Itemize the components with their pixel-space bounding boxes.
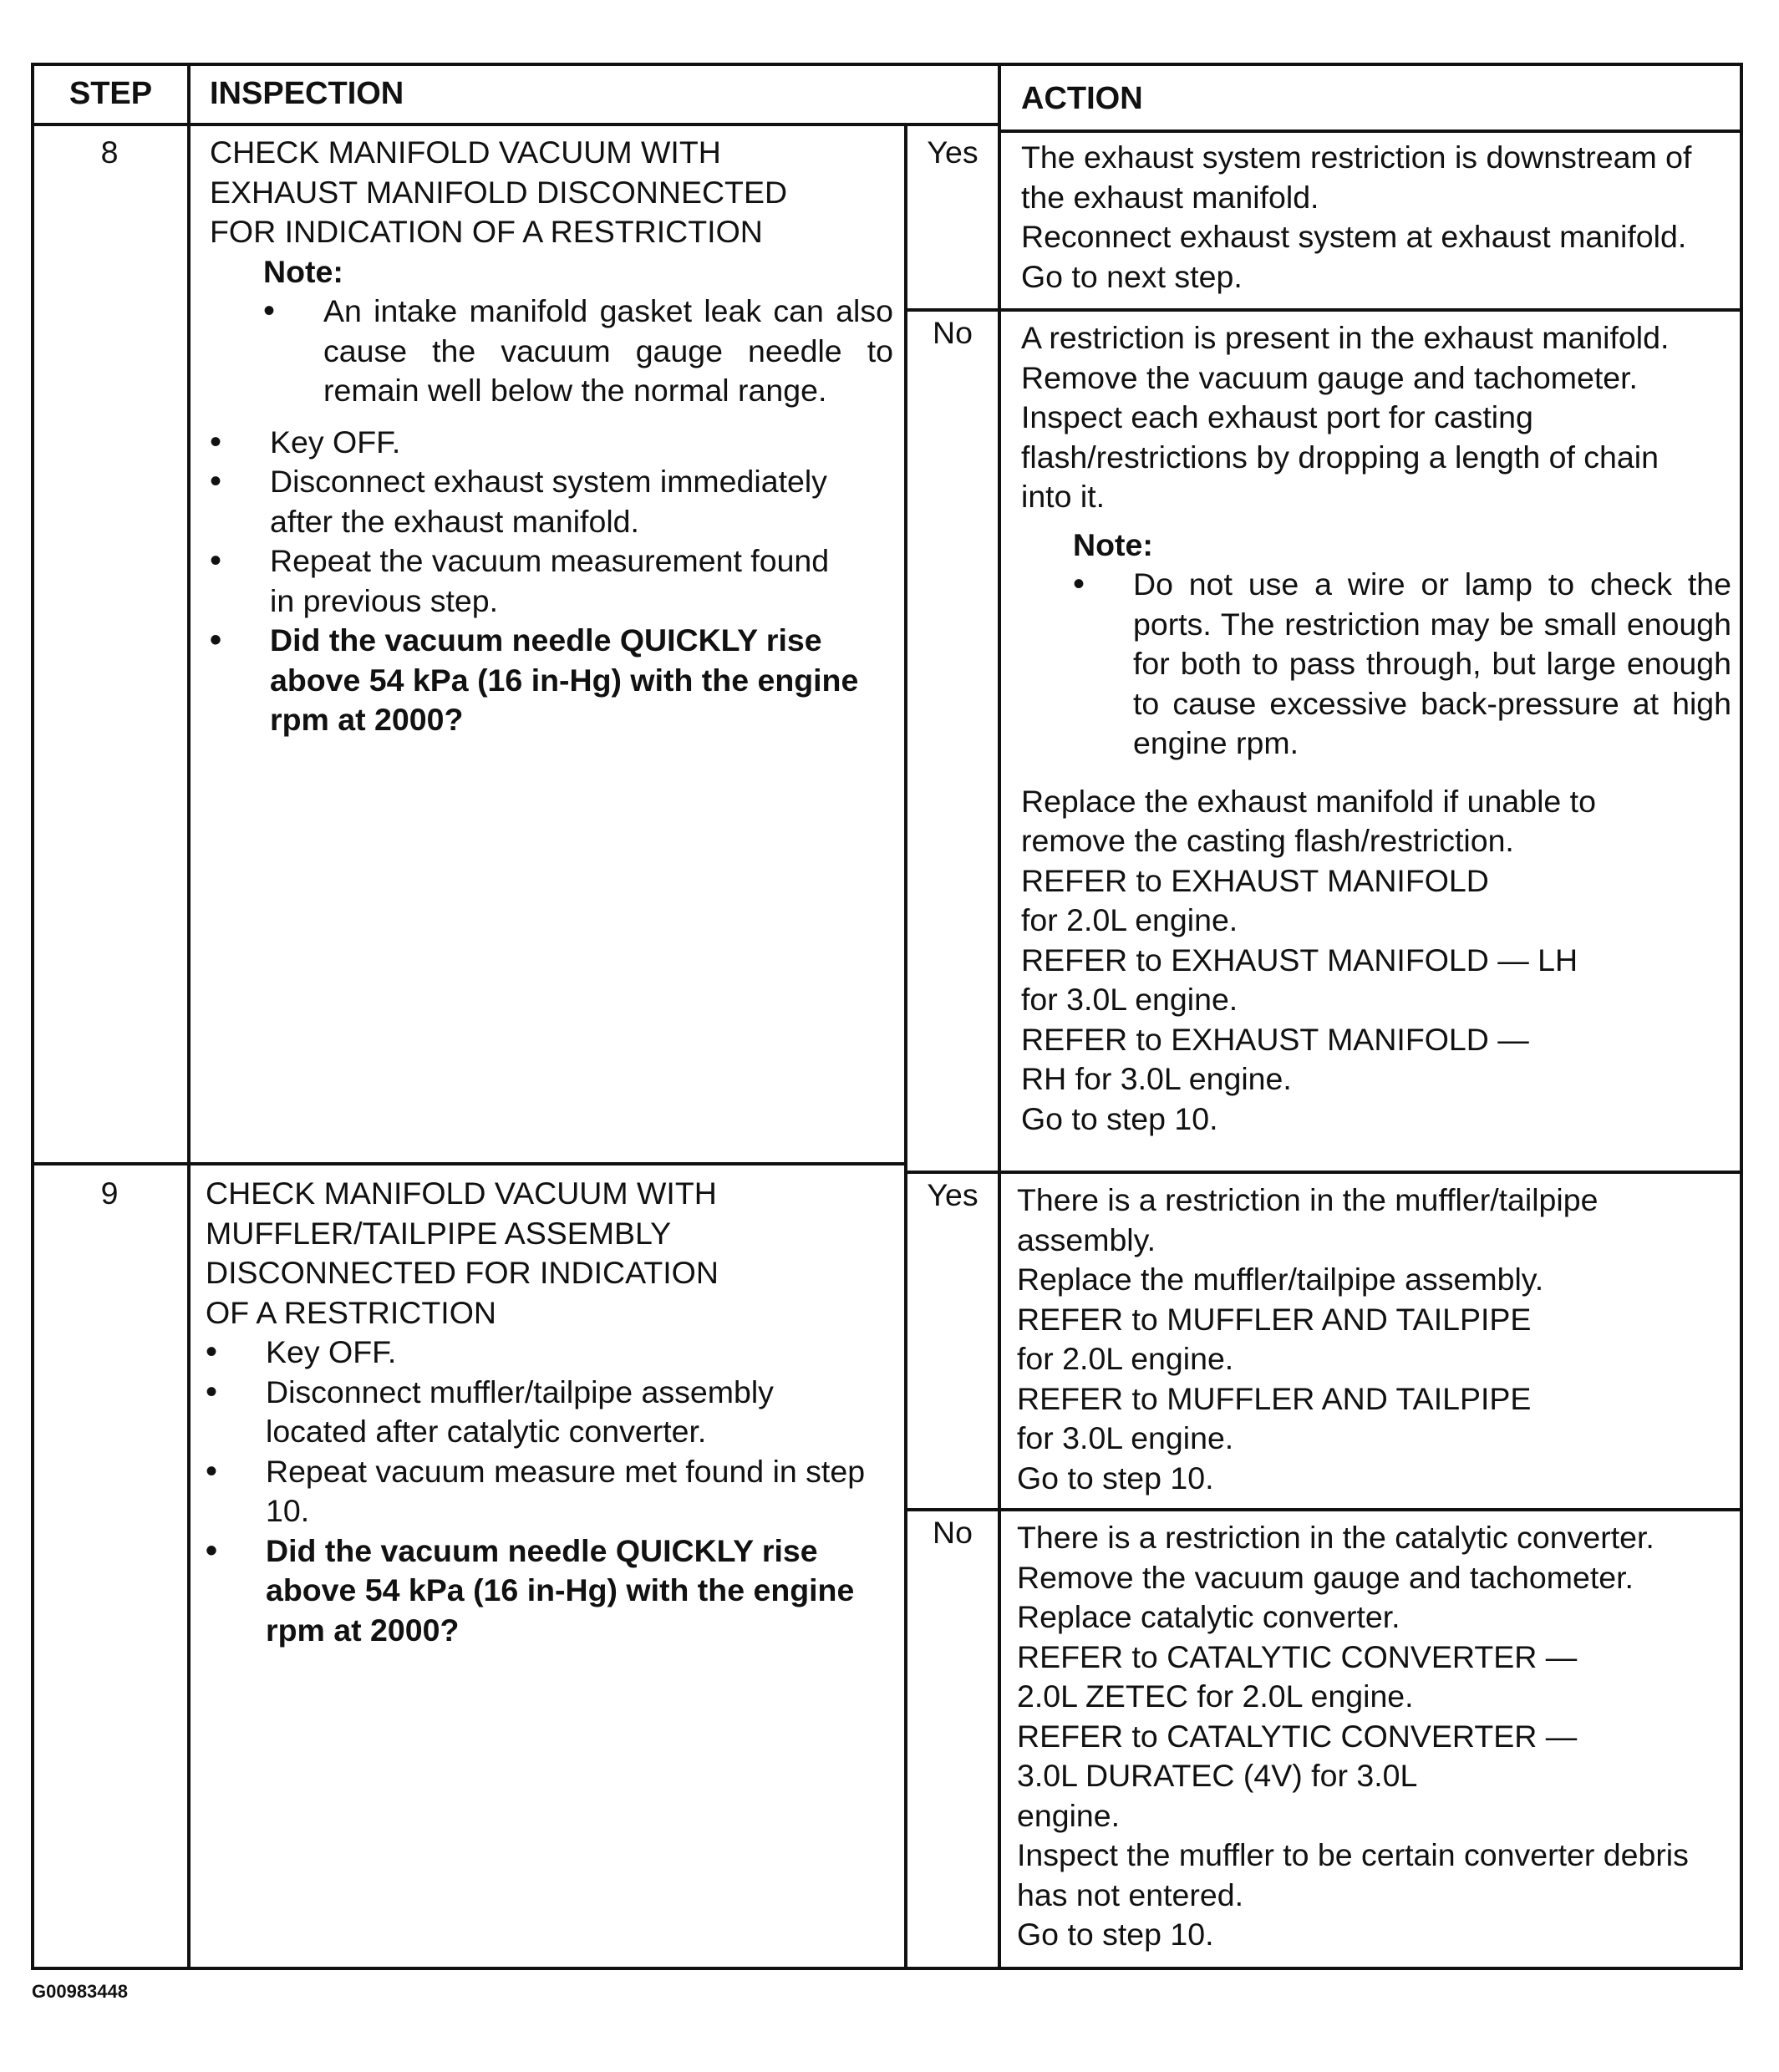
yes-no-column-divider [904,126,907,1970]
step8-step9-divider-right [904,1171,1743,1174]
bullet-item: • Repeat vacuum measure met found in step 10. [206,1452,866,1531]
action-line: REFER to EXHAUST MANIFOLD — LH [1021,942,1578,978]
action-line: Remove the vacuum gauge and tachometer. [1017,1559,1634,1595]
step8-question: • Did the vacuum needle QUICKLY rise above 54 kPa (16 in-Hg) with the engine rpm at 2000? [210,621,862,740]
action-line: Replace the exhaust manifold if unable to remove the casting flash/restriction. [1021,783,1596,858]
step8-yes-label: Yes [927,135,978,170]
inspection-column-header: INSPECTION [210,76,404,111]
step8-no-action [1021,318,1731,1139]
action-line: Go to step 10. [1017,1460,1214,1496]
action-line: 2.0L ZETEC for 2.0L engine. [1017,1678,1414,1714]
action-line: Reconnect exhaust system at exhaust manifold. [1021,219,1687,254]
action-line: REFER to CATALYTIC CONVERTER — [1017,1718,1578,1754]
step8-title-line: EXHAUST MANIFOLD DISCONNECTED [210,174,788,210]
action-line: Go to step 10. [1021,1100,1218,1136]
step-column-header: STEP [69,76,153,111]
step8-title-line: CHECK MANIFOLD VACUUM WITH [210,135,721,170]
bullet-item: • Repeat the vacuum measurement found in previous step. [210,541,862,621]
action-line: for 2.0L engine. [1017,1341,1234,1376]
step9-yes-label: Yes [927,1177,978,1212]
step9-title-line: MUFFLER/TAILPIPE ASSEMBLY [206,1215,672,1251]
step8-yes-no-divider [904,308,1743,312]
step-column-divider [187,66,191,1970]
action-line: engine. [1017,1797,1121,1833]
action-line: REFER to EXHAUST MANIFOLD — [1021,1021,1529,1057]
action-line: for 3.0L engine. [1017,1420,1234,1455]
action-line: REFER to MUFFLER AND TAILPIPE [1017,1301,1532,1337]
bullet-item: • Key OFF. [206,1333,866,1373]
action-line: A restriction is present in the exhaust manifold. [1021,320,1670,355]
figure-id: G00983448 [32,1981,128,2002]
step8-no-label: No [933,315,973,350]
step9-no-label: No [933,1515,973,1550]
action-line: There is a restriction in the muffler/tailpipe assembly. [1017,1182,1599,1257]
step9-title-line: DISCONNECTED FOR INDICATION [206,1255,719,1290]
step8-inspection [210,133,893,740]
action-column-header: ACTION [1021,81,1143,116]
action-line: REFER to MUFFLER AND TAILPIPE [1017,1380,1532,1416]
action-line: RH for 3.0L engine. [1021,1061,1292,1096]
step8-no-note [1073,526,1731,764]
step8-note [263,252,893,411]
bullet-item: • Disconnect exhaust system immediately after the exhaust manifold. [210,462,862,541]
note-item: • Do not use a wire or lamp to check the ports. The restriction may be small enough for both to pass through, but large enough to cause excessive back-pressure at high engine rpm. [1073,565,1731,764]
step8-yes-action [1021,138,1731,297]
note-label: Note: [263,253,343,289]
action-line: REFER to CATALYTIC CONVERTER — [1017,1638,1578,1674]
step9-inspection [206,1174,891,1650]
header-divider-left [34,123,1001,126]
action-column-divider [998,66,1001,1970]
action-line: Go to step 10. [1017,1917,1214,1952]
action-line: Remove the vacuum gauge and tachometer. [1021,359,1638,395]
step8-bullets [210,423,862,740]
bullet-item: • Key OFF. [210,423,862,463]
step9-no-action [1017,1518,1736,1955]
step-number: 8 [100,135,119,170]
note-item: • An intake manifold gasket leak can also cause the vacuum gauge needle to remain well below the normal range. [263,292,893,411]
note-list [1073,565,1731,764]
action-line: for 2.0L engine. [1021,902,1238,937]
action-line: REFER to EXHAUST MANIFOLD [1021,862,1489,898]
action-line: Inspect each exhaust port for casting flash/restrictions by dropping a length of chain into it. [1021,399,1659,514]
step9-bullets [206,1333,866,1650]
step9-question: • Did the vacuum needle QUICKLY rise above 54 kPa (16 in-Hg) with the engine rpm at 2000? [206,1531,866,1651]
step9-title-line: OF A RESTRICTION [206,1294,496,1330]
action-line: Go to next step. [1021,258,1243,294]
action-line: for 3.0L engine. [1021,982,1238,1017]
step9-title-line: CHECK MANIFOLD VACUUM WITH [206,1176,717,1211]
action-line: 3.0L DURATEC (4V) for 3.0L [1017,1758,1418,1793]
step-number: 9 [100,1176,119,1211]
inspection-table [31,63,1743,1970]
action-line: The exhaust system restriction is downstream of the exhaust manifold. [1021,140,1692,215]
action-line: There is a restriction in the catalytic converter. [1017,1520,1654,1555]
note-label: Note: [1073,526,1153,562]
step8-step9-divider-left [34,1162,907,1166]
step9-yes-no-divider [904,1508,1743,1511]
step9-yes-action [1017,1181,1702,1498]
step8-title-line: FOR INDICATION OF A RESTRICTION [210,214,763,249]
header-divider-right [998,130,1743,133]
bullet-item: • Disconnect muffler/tailpipe assembly located after catalytic converter. [206,1373,866,1452]
action-line: Replace the muffler/tailpipe assembly. [1017,1262,1544,1297]
action-line: Replace catalytic converter. [1017,1599,1400,1634]
step8-no-followup [1021,782,1731,1140]
note-list [263,292,893,411]
action-line: Inspect the muffler to be certain converter debris has not entered. [1017,1837,1689,1912]
